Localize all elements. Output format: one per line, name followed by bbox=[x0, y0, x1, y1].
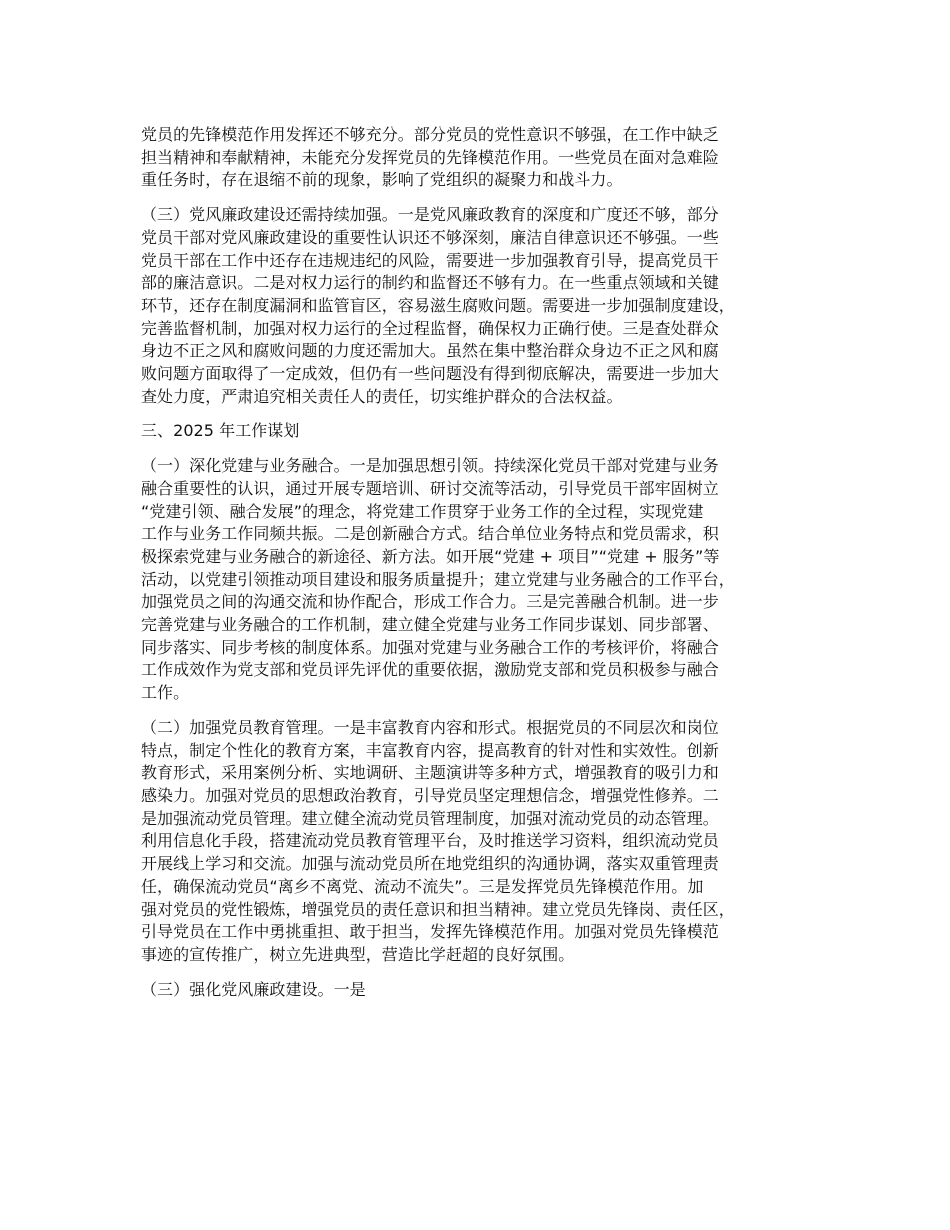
text-line: 利用信息化手段，搭建流动党员教育管理平台，及时推送学习资料，组织流动党员 bbox=[141, 831, 719, 851]
text-line: 部的廉洁意识。二是对权力运行的制约和监督还不够有力。在一些重点领域和关键 bbox=[141, 273, 719, 293]
section-heading: 三、2025 年工作谋划 bbox=[141, 421, 300, 441]
text-line: 工作成效作为党支部和党员评先评优的重要依据，激励党支部和党员积极参与融合 bbox=[141, 660, 719, 680]
text-line: （三）党风廉政建设还需持续加强。一是党风廉政教育的深度和广度还不够，部分 bbox=[141, 205, 719, 225]
text-line: 败问题方面取得了一定成效，但仍有一些问题没有得到彻底解决，需要进一步加大 bbox=[141, 364, 719, 384]
text-line: 环节，还存在制度漏洞和监管盲区，容易滋生腐败问题。需要进一步加强制度建设， bbox=[141, 295, 735, 315]
text-line: 加强党员之间的沟通交流和协作配合，形成工作合力。三是完善融合机制。进一步 bbox=[141, 592, 719, 612]
text-line: 引导党员在工作中勇挑重担、敢于担当，发挥先锋模范作用。加强对党员先锋模范 bbox=[141, 922, 719, 942]
text-line: “党建引领、融合发展”的理念，将党建工作贯穿于业务工作的全过程，实现党建 bbox=[141, 501, 704, 521]
text-line: （三）强化党风廉政建设。一是 bbox=[141, 979, 366, 999]
text-line: 重任务时，存在退缩不前的现象，影响了党组织的凝聚力和战斗力。 bbox=[141, 170, 623, 190]
text-line: 极探索党建与业务融合的新途径、新方法。如开展“党建 + 项目”“党建 + 服务”等 bbox=[141, 546, 720, 566]
text-line: 担当精神和奉献精神，未能充分发挥党员的先锋模范作用。一些党员在面对急难险 bbox=[141, 147, 719, 167]
text-line: 开展线上学习和交流。加强与流动党员所在地党组织的沟通协调，落实双重管理责 bbox=[141, 854, 719, 874]
text-line: 查处力度，严肃追究相关责任人的责任，切实维护群众的合法权益。 bbox=[141, 386, 623, 406]
text-line: 党员干部在工作中还存在违规违纪的风险，需要进一步加强教育引导，提高党员干 bbox=[141, 250, 719, 270]
text-line: 感染力。加强对党员的思想政治教育，引导党员坚定理想信念，增强党性修养。二 bbox=[141, 785, 719, 805]
section-heading-2025-plan bbox=[141, 420, 831, 443]
text-line: 强对党员的党性锻炼，增强党员的责任意识和担当精神。建立党员先锋岗、责任区， bbox=[141, 899, 735, 919]
text-line: 特点，制定个性化的教育方案，丰富教育内容，提高教育的针对性和实效性。创新 bbox=[141, 740, 719, 760]
text-line: 活动，以党建引领推动项目建设和服务质量提升；建立党建与业务融合的工作平台， bbox=[141, 569, 735, 589]
paragraph-party-business-integration bbox=[141, 455, 831, 705]
paragraph-integrity-building bbox=[141, 204, 831, 408]
text-line: 是加强流动党员管理。建立健全流动党员管理制度，加强对流动党员的动态管理。 bbox=[141, 808, 719, 828]
paragraph-party-member-role bbox=[141, 124, 831, 192]
paragraph-strengthen-integrity bbox=[141, 979, 831, 1002]
text-line: 任，确保流动党员“离乡不离党、流动不流失”。三是发挥党员先锋模范作用。加 bbox=[141, 876, 704, 896]
text-line: 党员干部对党风廉政建设的重要性认识还不够深刻，廉洁自律意识还不够强。一些 bbox=[141, 227, 719, 247]
paragraph-member-education bbox=[141, 717, 831, 967]
text-line: 同步落实、同步考核的制度体系。加强对党建与业务融合工作的考核评价，将融合 bbox=[141, 637, 719, 657]
text-line: 工作与业务工作同频共振。二是创新融合方式。结合单位业务特点和党员需求，积 bbox=[141, 524, 719, 544]
text-line: 党员的先锋模范作用发挥还不够充分。部分党员的党性意识不够强，在工作中缺乏 bbox=[141, 125, 719, 144]
text-line: 完善党建与业务融合的工作机制，建立健全党建与业务工作同步谋划、同步部署、 bbox=[141, 615, 719, 635]
text-line: 工作。 bbox=[141, 683, 190, 703]
text-line: （一）深化党建与业务融合。一是加强思想引领。持续深化党员干部对党建与业务 bbox=[141, 456, 719, 476]
text-line: 身边不正之风和腐败问题的力度还需加大。虽然在集中整治群众身边不正之风和腐 bbox=[141, 341, 719, 361]
text-line: （二）加强党员教育管理。一是丰富教育内容和形式。根据党员的不同层次和岗位 bbox=[141, 717, 719, 737]
document-body bbox=[141, 124, 831, 1013]
text-line: 完善监督机制，加强对权力运行的全过程监督，确保权力正确行使。三是查处群众 bbox=[141, 318, 719, 338]
text-line: 事迹的宣传推广，树立先进典型，营造比学赶超的良好氛围。 bbox=[141, 944, 575, 964]
text-line: 融合重要性的认识，通过开展专题培训、研讨交流等活动，引导党员干部牢固树立 bbox=[141, 478, 719, 498]
text-line: 教育形式，采用案例分析、实地调研、主题演讲等多种方式，增强教育的吸引力和 bbox=[141, 763, 719, 783]
